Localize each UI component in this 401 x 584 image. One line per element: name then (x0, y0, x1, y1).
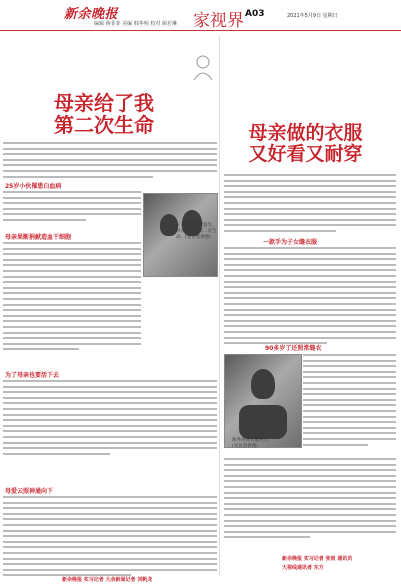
article1-subhead-2: 母亲果断捐献造血干细胞 (5, 234, 72, 241)
article2-photo-caption: 陈秀英缝衣服照片。 (受访者供图) (232, 438, 273, 449)
article1-text-block (3, 380, 217, 458)
article2-text-block (303, 354, 396, 449)
page-number: A03 (245, 9, 265, 19)
article1-byline: 新余晚报 实习记者 大余新闻记者 刘帆龙 (62, 577, 153, 583)
article1-headline: 母亲给了我 第二次生命 (54, 91, 154, 137)
column-divider (219, 36, 220, 576)
decorative-illustration (188, 52, 218, 82)
article2-text-block (224, 247, 396, 348)
article2-intro-text (224, 174, 396, 236)
article1-photo-caption: 在家休息的周盛昱， 母亲给了他第二次生 命。(受访者供图) (176, 223, 217, 240)
masthead: 新余晚报 (64, 7, 119, 22)
article2-photo (224, 354, 302, 448)
column-name: 家视界 (193, 11, 244, 31)
article2-headline: 母亲做的衣服 又好看又耐穿 (248, 122, 363, 165)
article1-subhead-3: 为了母亲也要活下去 (5, 372, 60, 379)
page-header (0, 0, 401, 31)
editors-line: 编辑 蒋菲菲 美编 韩华明 校对 顾若琳 (94, 21, 177, 27)
issue-date: 2021年5月9日 星期日 (287, 13, 338, 19)
article2-text-block (224, 458, 396, 542)
article2-byline-2: 大视线通讯者 东方 (282, 565, 324, 571)
article1-text-block (3, 242, 141, 354)
article1-subhead-1: 25岁小伙罹患白血病 (5, 183, 62, 190)
article1-text-block (3, 496, 217, 580)
article2-subhead-2: 90多岁了还照常缝衣 (265, 345, 322, 352)
article1-subhead-4: 母爱云照神通向下 (5, 488, 54, 495)
article1-text-block (3, 191, 141, 225)
article1-intro-text (3, 142, 217, 181)
article2-subhead-1: 一款手为子女缝衣服 (263, 239, 318, 246)
article2-byline-1: 新余晚报 实习记者 张雨 通讯员 (282, 556, 353, 562)
